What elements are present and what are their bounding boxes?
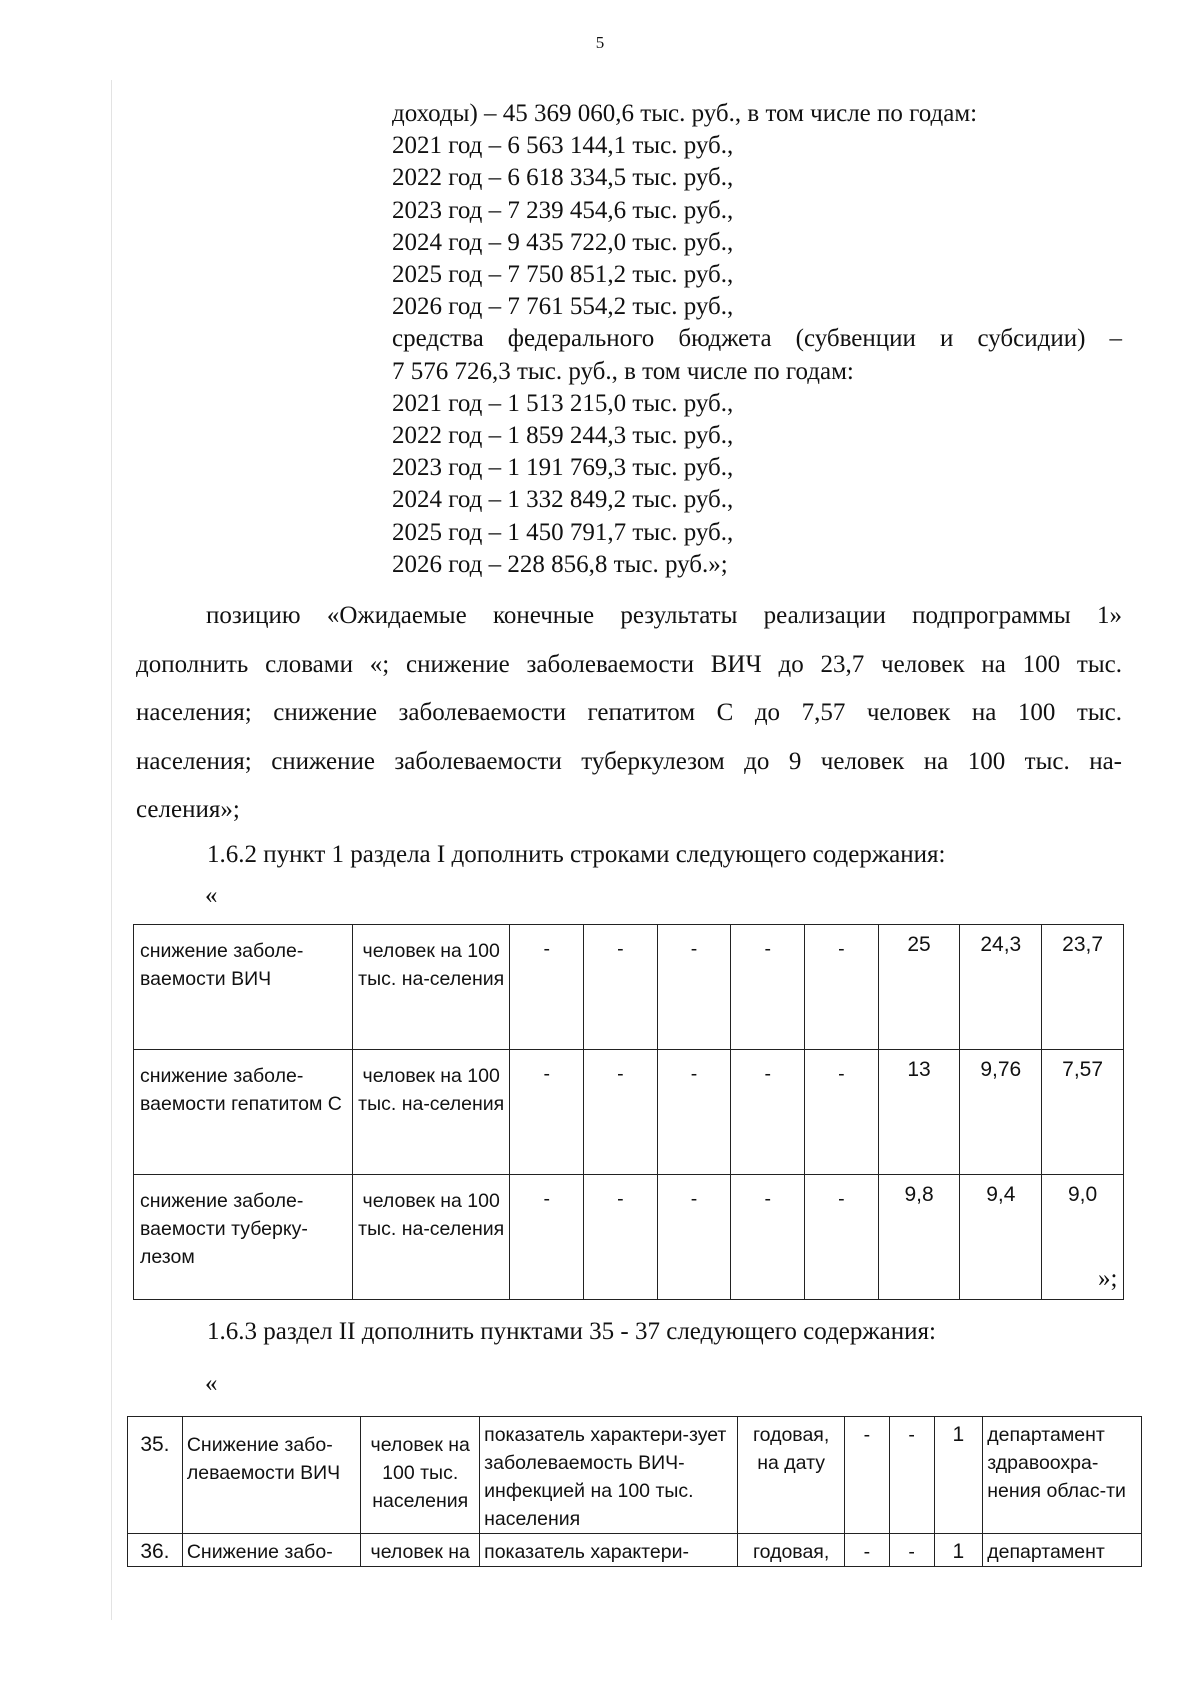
finance-line: 2021 год – 1 513 215,0 тыс. руб., <box>392 389 734 417</box>
dash-cell: - <box>805 1050 879 1175</box>
point-number: 35. <box>128 1417 183 1534</box>
finance-line: 2023 год – 1 191 769,3 тыс. руб., <box>392 454 734 482</box>
point-frequency: годовая, на дату <box>738 1417 845 1534</box>
point-number: 36. <box>128 1534 183 1567</box>
value-cell: 9,0 <box>1042 1175 1124 1300</box>
dash-cell: - <box>805 1175 879 1300</box>
indicator-name: снижение заболе-ваемости ВИЧ <box>134 925 353 1050</box>
dash-cell: - <box>657 925 731 1050</box>
indicator-unit: человек на 100 тыс. на-селения <box>352 1175 509 1300</box>
point-unit: человек на <box>361 1534 480 1567</box>
dash-cell: - <box>510 1050 584 1175</box>
point-department: департамент здравоохра-нения облас-ти <box>983 1417 1142 1534</box>
point-description: показатель характери-зует заболеваемость ВИЧ-инфекцией на 100 тыс. населения <box>480 1417 738 1534</box>
dash-cell: - <box>731 925 805 1050</box>
results-paragraph <box>136 592 1122 835</box>
value-cell: 9,4 <box>960 1175 1042 1300</box>
dash-cell: - <box>889 1417 934 1534</box>
finance-line: 2026 год – 7 761 554,2 тыс. руб., <box>392 293 734 321</box>
dash-cell: - <box>889 1534 934 1567</box>
points-table <box>127 1416 1142 1567</box>
value-cell: 24,3 <box>960 925 1042 1050</box>
finance-line: средства федерального бюджета (субвенции и субсидии) – <box>392 325 1122 353</box>
finance-line: 2022 год – 1 859 244,3 тыс. руб., <box>392 422 734 450</box>
page-margin-line <box>111 80 112 1620</box>
value-cell: 13 <box>878 1050 960 1175</box>
value-cell: 7,57 <box>1042 1050 1124 1175</box>
paragraph-line: населения; снижение заболеваемости гепатитом С до 7,57 человек на 100 тыс. <box>136 699 1122 726</box>
open-quote-2: « <box>205 1370 218 1397</box>
dash-cell: - <box>510 925 584 1050</box>
dash-cell: - <box>731 1050 805 1175</box>
finance-line: 2023 год – 7 239 454,6 тыс. руб., <box>392 196 734 224</box>
indicator-unit: человек на 100 тыс. на-селения <box>352 925 509 1050</box>
indicator-name: снижение заболе-ваемости туберку-лезом <box>134 1175 353 1300</box>
table-row <box>134 925 1124 1050</box>
value-cell: 23,7 <box>1042 925 1124 1050</box>
dash-cell: - <box>584 1175 658 1300</box>
value-cell: 25 <box>878 925 960 1050</box>
table-row <box>128 1417 1142 1534</box>
open-quote: « <box>205 882 218 909</box>
section-162-heading: 1.6.2 пункт 1 раздела I дополнить строками следующего содержания: <box>207 841 946 868</box>
finance-line: 2022 год – 6 618 334,5 тыс. руб., <box>392 164 734 192</box>
page-number: 5 <box>595 33 605 52</box>
table-row <box>128 1534 1142 1567</box>
point-unit: человек на 100 тыс. населения <box>361 1417 480 1534</box>
close-quote: »; <box>1098 1265 1118 1292</box>
dash-cell: - <box>805 925 879 1050</box>
point-value: 1 <box>934 1534 983 1567</box>
point-description: показатель характери- <box>480 1534 738 1567</box>
dash-cell: - <box>731 1175 805 1300</box>
section-163-heading: 1.6.3 раздел II дополнить пунктами 35 - 37 следующего содержания: <box>207 1318 936 1345</box>
dash-cell: - <box>657 1050 731 1175</box>
finance-line: 2025 год – 1 450 791,7 тыс. руб., <box>392 518 734 546</box>
dash-cell: - <box>510 1175 584 1300</box>
finance-line: 2026 год – 228 856,8 тыс. руб.»; <box>392 550 728 578</box>
paragraph-line: дополнить словами «; снижение заболеваемости ВИЧ до 23,7 человек на 100 тыс. <box>136 650 1122 678</box>
dash-cell: - <box>845 1534 890 1567</box>
finance-line: 2024 год – 1 332 849,2 тыс. руб., <box>392 486 734 514</box>
finance-line: 7 576 726,3 тыс. руб., в том числе по годам: <box>392 357 854 385</box>
indicators-table <box>133 924 1124 1300</box>
finance-line: 2025 год – 7 750 851,2 тыс. руб., <box>392 261 734 289</box>
finance-line: 2021 год – 6 563 144,1 тыс. руб., <box>392 132 734 160</box>
dash-cell: - <box>584 1050 658 1175</box>
point-value: 1 <box>934 1417 983 1534</box>
table-row <box>134 1050 1124 1175</box>
paragraph-line: позицию «Ожидаемые конечные результаты реализации подпрограммы 1» <box>206 602 1122 629</box>
point-name: Снижение забо- <box>182 1534 360 1567</box>
paragraph-line: населения; снижение заболеваемости туберкулезом до 9 человек на 100 тыс. на- <box>136 747 1122 775</box>
paragraph-line: селения»; <box>136 796 240 823</box>
finance-block <box>392 98 1122 581</box>
point-department: департамент <box>983 1534 1142 1567</box>
indicator-name: снижение заболе-ваемости гепатитом С <box>134 1050 353 1175</box>
value-cell: 9,76 <box>960 1050 1042 1175</box>
table-row <box>134 1175 1124 1300</box>
dash-cell: - <box>657 1175 731 1300</box>
finance-line: доходы) – 45 369 060,6 тыс. руб., в том числе по годам: <box>392 100 978 127</box>
dash-cell: - <box>845 1417 890 1534</box>
indicator-unit: человек на 100 тыс. на-селения <box>352 1050 509 1175</box>
point-name: Снижение забо-леваемости ВИЧ <box>182 1417 360 1534</box>
point-frequency: годовая, <box>738 1534 845 1567</box>
finance-line: 2024 год – 9 435 722,0 тыс. руб., <box>392 228 734 256</box>
value-cell: 9,8 <box>878 1175 960 1300</box>
dash-cell: - <box>584 925 658 1050</box>
